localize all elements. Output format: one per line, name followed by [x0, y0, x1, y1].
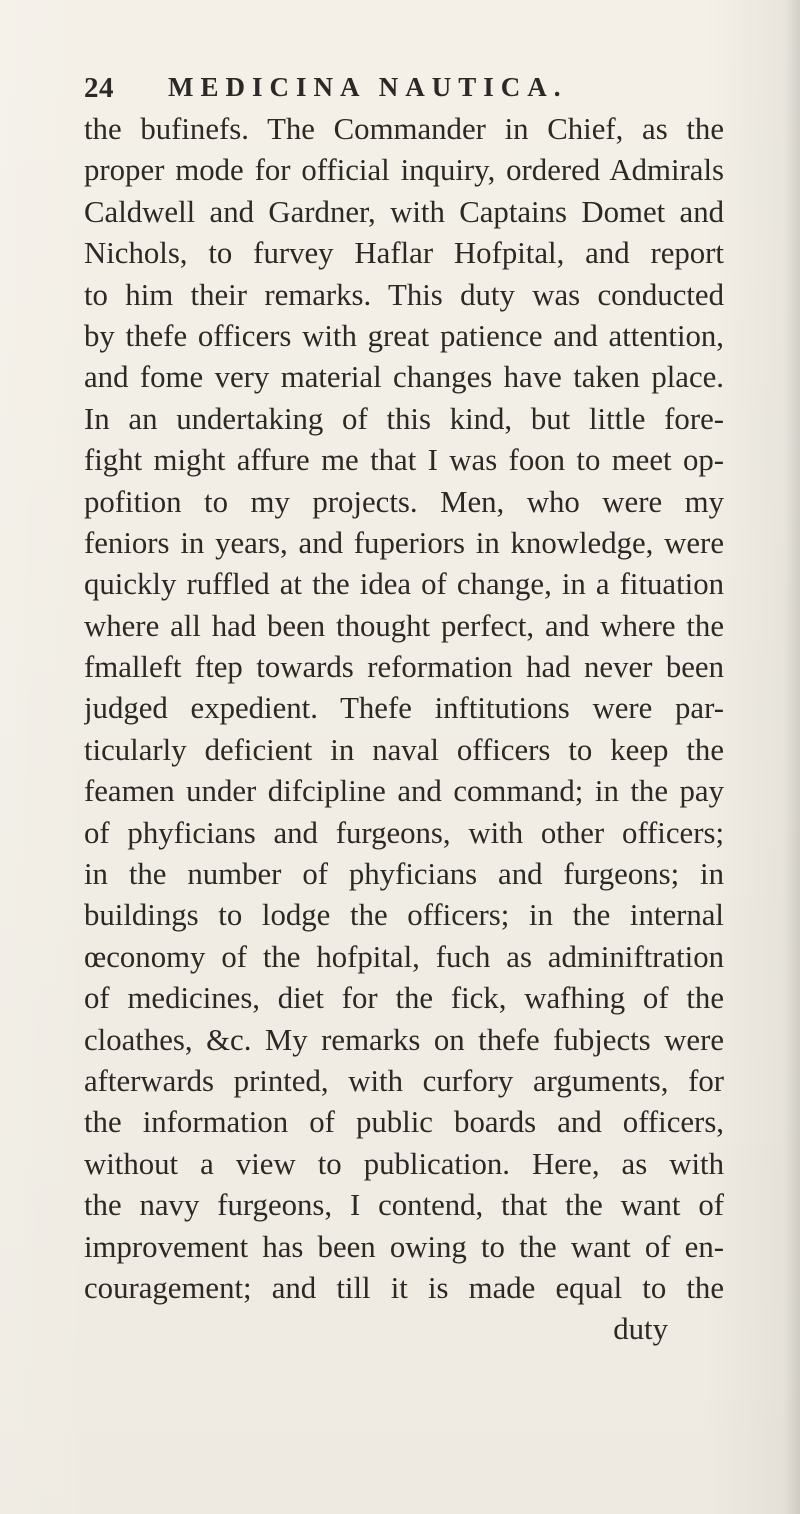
- text-line-7: and fome very material changes have taken place.: [84, 360, 724, 395]
- text-line-25: the information of public boards and officers,: [84, 1105, 724, 1140]
- text-line-15: judged expedient. Thefe inftitutions were par-: [84, 691, 724, 726]
- text-line-23: cloathes, &c. My remarks on thefe fubjects were: [84, 1022, 724, 1057]
- page-edge-shadow: [784, 0, 800, 1514]
- text-line-28: improvement has been owing to the want of en-: [84, 1229, 724, 1264]
- text-line-26: without a view to publication. Here, as with: [84, 1146, 724, 1181]
- text-line-8: In an undertaking of this kind, but little fore-: [84, 401, 724, 436]
- text-line-10: pofition to my projects. Men, who were my: [84, 484, 724, 519]
- text-line-21: œconomy of the hofpital, fuch as adminiftration: [84, 939, 724, 974]
- text-line-16: ticularly deficient in naval officers to keep the: [84, 732, 724, 767]
- text-line-6: by thefe officers with great patience and attention,: [84, 318, 724, 353]
- text-line-13: where all had been thought perfect, and where the: [84, 608, 724, 643]
- text-line-12: quickly ruffled at the idea of change, in a fituation: [84, 567, 724, 602]
- text-line-17: feamen under difcipline and command; in the pay: [84, 774, 724, 809]
- text-line-22: of medicines, diet for the fick, wafhing of the: [84, 981, 724, 1016]
- running-head: MEDICINA NAUTICA.: [168, 72, 568, 102]
- text-line-9: fight might affure me that I was foon to meet op-: [84, 443, 724, 478]
- text-line-4: Nichols, to furvey Haflar Hofpital, and report: [84, 236, 724, 271]
- text-line-29: couragement; and till it is made equal to the: [84, 1270, 724, 1305]
- text-line-5: to him their remarks. This duty was conducted: [84, 277, 724, 312]
- text-line-27: the navy furgeons, I contend, that the want of: [84, 1188, 724, 1223]
- catchword: duty: [613, 1312, 668, 1347]
- text-line-18: of phyficians and furgeons, with other officers;: [84, 815, 724, 850]
- page-header: [84, 72, 724, 102]
- text-line-2: proper mode for official inquiry, ordered Admirals: [84, 153, 724, 188]
- text-line-19: in the number of phyficians and furgeons; in: [84, 857, 724, 892]
- text-line-20: buildings to lodge the officers; in the internal: [84, 898, 724, 933]
- text-line-24: afterwards printed, with curfory arguments, for: [84, 1063, 724, 1098]
- body-text: [84, 109, 724, 1351]
- text-line-1: the bufinefs. The Commander in Chief, as the: [84, 112, 724, 146]
- page-number: 24: [84, 72, 114, 104]
- text-line-14: fmalleft ftep towards reformation had never been: [84, 650, 724, 685]
- text-line-11: feniors in years, and fuperiors in knowledge, were: [84, 525, 724, 560]
- text-line-3: Caldwell and Gardner, with Captains Domet and: [84, 194, 724, 229]
